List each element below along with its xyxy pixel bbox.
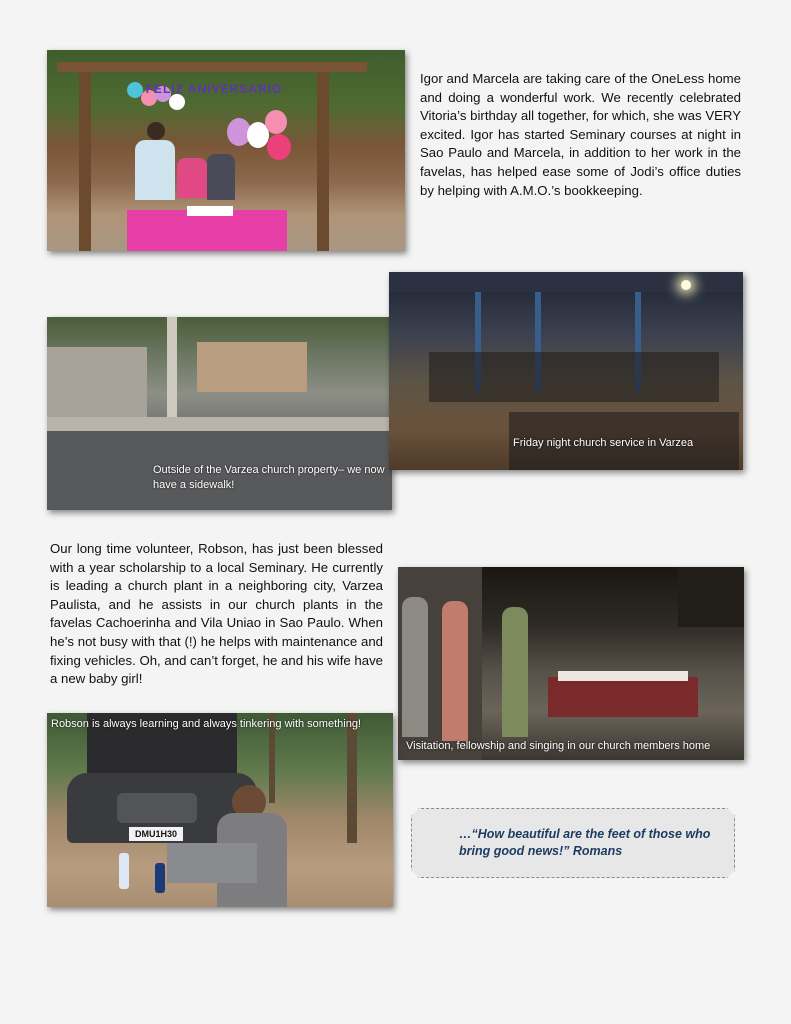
robson-car-photo <box>47 713 393 907</box>
birthday-banner: FELIZ ANIVERSARIO <box>145 82 283 96</box>
friday-service-caption: Friday night church service in Varzea <box>513 437 694 449</box>
street-caption: Outside of the Varzea church property– we now have a sidewalk! <box>153 464 385 491</box>
igor-marcela-paragraph: Igor and Marcela are taking care of the OneLess home and doing a wonderful work. We recently celebrated Vitoria’s birthday all together, for which, she was VERY excited. Igor has started Seminary courses at night in Sao Paulo and Marcela, in addition to her work in the favelas, has helped ease some of Jodi’s office duties by helping with A.M.O.’s bookkeeping. <box>420 71 741 198</box>
robson-car-caption: Robson is always learning and always tinkering with something! <box>51 718 361 730</box>
bible-quote: …“How beautiful are the feet of those who bring good news!” Romans <box>459 827 711 858</box>
friday-service-photo <box>389 272 743 470</box>
birthday-photo <box>47 50 405 251</box>
robson-paragraph: Our long time volunteer, Robson, has just been blessed with a year scholarship to a local Seminary. He currently is leading a church plant in a neighboring city, Varzea Paulista, and he assists in our church plants in the favelas Cachoerinha and Vila Uniao in Sao Paulo. When he’s not busy with that (!) he helps with maintenance and fixing vehicles. Oh, and can’t forget, he and his wife have a new baby girl! <box>50 541 383 687</box>
visitation-caption: Visitation, fellowship and singing in our church members home <box>406 740 711 752</box>
visitation-photo <box>398 567 744 760</box>
street-photo <box>47 317 392 510</box>
license-plate: DMU1H30 <box>129 827 183 841</box>
